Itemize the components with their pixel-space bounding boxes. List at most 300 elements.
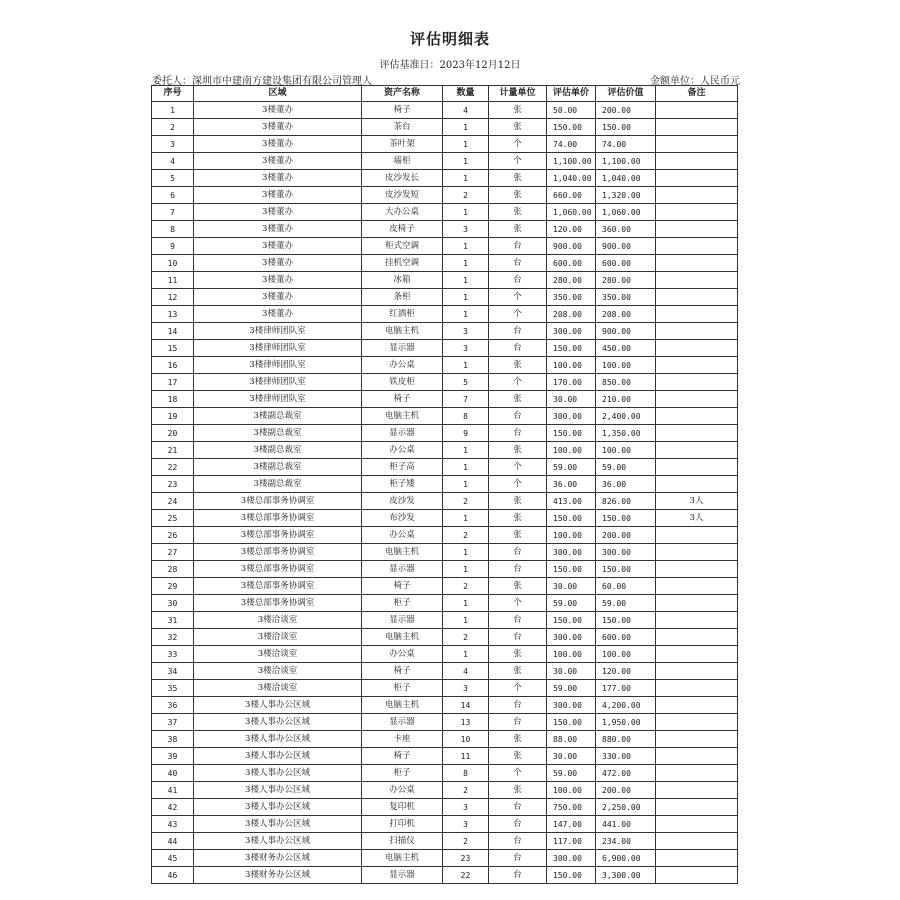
cell-note [656,340,738,357]
cell-note [656,867,738,884]
cell-asset-name: 条柜 [362,289,443,306]
cell-value: 441.00 [596,816,656,833]
cell-unit-price: 150.00 [547,425,596,442]
cell-asset-name: 显示器 [362,867,443,884]
table-row [152,561,738,578]
cell-asset-name: 办公桌 [362,357,443,374]
cell-unit-price: 147.00 [547,816,596,833]
table-row [152,544,738,561]
cell-note [656,646,738,663]
cell-unit-price: 59.00 [547,595,596,612]
cell-quantity: 1 [443,255,489,272]
cell-unit: 台 [489,255,547,272]
cell-quantity: 1 [443,646,489,663]
cell-unit-price: 150.00 [547,340,596,357]
cell-area: 3楼董办 [194,187,362,204]
cell-unit-price: 300.00 [547,697,596,714]
table-body [152,102,738,884]
cell-no: 31 [152,612,194,629]
cell-no: 32 [152,629,194,646]
table-row [152,833,738,850]
cell-area: 3楼人事办公区域 [194,714,362,731]
cell-no: 10 [152,255,194,272]
cell-unit-price: 100.00 [547,357,596,374]
cell-unit: 个 [489,374,547,391]
cell-value: 2,250.00 [596,799,656,816]
cell-area: 3楼董办 [194,170,362,187]
header-asset-name: 资产名称 [362,86,443,102]
cell-value: 330.00 [596,748,656,765]
cell-unit: 台 [489,714,547,731]
table-row [152,527,738,544]
cell-unit-price: 300.00 [547,850,596,867]
cell-quantity: 7 [443,391,489,408]
cell-unit: 台 [489,323,547,340]
cell-quantity: 4 [443,102,489,119]
cell-area: 3楼总部事务协调室 [194,561,362,578]
cell-note [656,612,738,629]
cell-no: 29 [152,578,194,595]
cell-asset-name: 柜式空调 [362,238,443,255]
cell-note [656,765,738,782]
cell-note [656,119,738,136]
cell-quantity: 2 [443,578,489,595]
cell-value: 100.00 [596,357,656,374]
cell-unit: 张 [489,782,547,799]
header-area: 区域 [194,86,362,102]
table-row [152,238,738,255]
cell-unit-price: 1,040.00 [547,170,596,187]
cell-area: 3楼律师团队室 [194,374,362,391]
table-row [152,799,738,816]
cell-quantity: 1 [443,595,489,612]
cell-value: 3,300.00 [596,867,656,884]
cell-value: 1,950.00 [596,714,656,731]
cell-unit-price: 100.00 [547,442,596,459]
table-row [152,731,738,748]
cell-unit: 张 [489,221,547,238]
cell-unit-price: 300.00 [547,629,596,646]
cell-area: 3楼副总裁室 [194,408,362,425]
cell-unit: 台 [489,272,547,289]
cell-area: 3楼人事办公区域 [194,731,362,748]
cell-note [656,170,738,187]
cell-area: 3楼董办 [194,255,362,272]
cell-quantity: 1 [443,510,489,527]
cell-no: 26 [152,527,194,544]
cell-no: 42 [152,799,194,816]
cell-asset-name: 大办公桌 [362,204,443,221]
cell-quantity: 1 [443,119,489,136]
table-row [152,612,738,629]
cell-value: 350.00 [596,289,656,306]
cell-unit: 台 [489,816,547,833]
cell-asset-name: 茶台 [362,119,443,136]
cell-quantity: 3 [443,340,489,357]
cell-area: 3楼律师团队室 [194,340,362,357]
cell-quantity: 2 [443,833,489,850]
cell-unit-price: 100.00 [547,646,596,663]
cell-area: 3楼洽谈室 [194,629,362,646]
cell-unit-price: 50.00 [547,102,596,119]
cell-unit-price: 150.00 [547,510,596,527]
cell-area: 3楼财务办公区域 [194,850,362,867]
cell-no: 25 [152,510,194,527]
cell-quantity: 3 [443,323,489,340]
cell-area: 3楼副总裁室 [194,425,362,442]
cell-no: 24 [152,493,194,510]
cell-unit: 台 [489,850,547,867]
cell-unit: 个 [489,153,547,170]
cell-area: 3楼人事办公区域 [194,833,362,850]
cell-area: 3楼人事办公区域 [194,765,362,782]
cell-no: 9 [152,238,194,255]
cell-unit: 台 [489,629,547,646]
cell-value: 2,400.00 [596,408,656,425]
cell-area: 3楼律师团队室 [194,357,362,374]
cell-unit-price: 88.00 [547,731,596,748]
table-row [152,867,738,884]
cell-asset-name: 皮沙发长 [362,170,443,187]
cell-quantity: 3 [443,680,489,697]
cell-note [656,697,738,714]
cell-asset-name: 打印机 [362,816,443,833]
cell-unit-price: 413.00 [547,493,596,510]
cell-unit: 张 [489,187,547,204]
table-row [152,459,738,476]
table-row [152,255,738,272]
header-value: 评估价值 [596,86,656,102]
cell-unit: 个 [489,765,547,782]
cell-quantity: 1 [443,459,489,476]
cell-quantity: 3 [443,221,489,238]
cell-unit-price: 208.00 [547,306,596,323]
table-row [152,221,738,238]
cell-note [656,527,738,544]
cell-unit-price: 74.00 [547,136,596,153]
table-row [152,170,738,187]
cell-value: 150.00 [596,561,656,578]
cell-area: 3楼人事办公区域 [194,782,362,799]
cell-unit: 张 [489,391,547,408]
cell-unit-price: 150.00 [547,561,596,578]
cell-quantity: 1 [443,170,489,187]
cell-unit: 张 [489,102,547,119]
cell-quantity: 1 [443,476,489,493]
cell-asset-name: 电脑主机 [362,629,443,646]
cell-value: 1,040.00 [596,170,656,187]
cell-quantity: 2 [443,527,489,544]
cell-unit-price: 600.00 [547,255,596,272]
cell-note [656,221,738,238]
cell-unit: 个 [489,306,547,323]
header-quantity: 数量 [443,86,489,102]
cell-no: 23 [152,476,194,493]
cell-unit: 张 [489,493,547,510]
table-row [152,391,738,408]
cell-no: 37 [152,714,194,731]
cell-no: 22 [152,459,194,476]
cell-unit-price: 750.00 [547,799,596,816]
cell-asset-name: 电脑主机 [362,850,443,867]
cell-note [656,714,738,731]
cell-asset-name: 电脑主机 [362,323,443,340]
cell-no: 27 [152,544,194,561]
cell-quantity: 1 [443,153,489,170]
cell-asset-name: 柜子 [362,595,443,612]
cell-unit-price: 300.00 [547,544,596,561]
table-row [152,782,738,799]
cell-value: 59.00 [596,459,656,476]
cell-no: 34 [152,663,194,680]
cell-asset-name: 办公桌 [362,782,443,799]
cell-note [656,578,738,595]
cell-unit-price: 1,060.00 [547,204,596,221]
cell-asset-name: 办公桌 [362,527,443,544]
cell-unit: 个 [489,289,547,306]
cell-unit-price: 350.00 [547,289,596,306]
cell-area: 3楼董办 [194,102,362,119]
table-row [152,493,738,510]
cell-value: 36.00 [596,476,656,493]
cell-area: 3楼洽谈室 [194,663,362,680]
cell-area: 3楼总部事务协调室 [194,595,362,612]
table-row [152,816,738,833]
cell-note [656,663,738,680]
cell-asset-name: 椅子 [362,663,443,680]
cell-asset-name: 电脑主机 [362,544,443,561]
cell-no: 40 [152,765,194,782]
cell-unit: 台 [489,561,547,578]
cell-area: 3楼总部事务协调室 [194,578,362,595]
table-row [152,187,738,204]
cell-area: 3楼人事办公区域 [194,748,362,765]
cell-note [656,816,738,833]
cell-note [656,153,738,170]
cell-quantity: 23 [443,850,489,867]
cell-asset-name: 卡座 [362,731,443,748]
cell-unit-price: 59.00 [547,765,596,782]
cell-area: 3楼律师团队室 [194,323,362,340]
cell-note [656,833,738,850]
table-row [152,748,738,765]
cell-unit-price: 100.00 [547,527,596,544]
table-row [152,136,738,153]
cell-no: 14 [152,323,194,340]
cell-no: 6 [152,187,194,204]
cell-area: 3楼洽谈室 [194,646,362,663]
table-row [152,680,738,697]
cell-no: 46 [152,867,194,884]
cell-quantity: 14 [443,697,489,714]
cell-asset-name: 办公桌 [362,646,443,663]
cell-value: 177.00 [596,680,656,697]
cell-quantity: 1 [443,204,489,221]
cell-area: 3楼洽谈室 [194,680,362,697]
cell-unit-price: 170.00 [547,374,596,391]
cell-asset-name: 复印机 [362,799,443,816]
cell-area: 3楼总部事务协调室 [194,544,362,561]
cell-area: 3楼副总裁室 [194,459,362,476]
table-row [152,340,738,357]
cell-note [656,136,738,153]
cell-value: 300.00 [596,544,656,561]
cell-no: 3 [152,136,194,153]
cell-no: 19 [152,408,194,425]
cell-no: 20 [152,425,194,442]
cell-no: 8 [152,221,194,238]
cell-unit-price: 117.00 [547,833,596,850]
cell-value: 360.00 [596,221,656,238]
cell-quantity: 3 [443,816,489,833]
cell-area: 3楼董办 [194,272,362,289]
cell-value: 150.00 [596,510,656,527]
cell-value: 200.00 [596,782,656,799]
cell-note [656,782,738,799]
cell-area: 3楼总部事务协调室 [194,510,362,527]
cell-asset-name: 布沙发 [362,510,443,527]
table-row [152,408,738,425]
cell-unit-price: 150.00 [547,119,596,136]
table-row [152,323,738,340]
cell-unit-price: 30.00 [547,663,596,680]
cell-asset-name: 皮沙发短 [362,187,443,204]
cell-unit-price: 900.00 [547,238,596,255]
cell-asset-name: 扫描仪 [362,833,443,850]
cell-unit: 张 [489,119,547,136]
cell-asset-name: 冰箱 [362,272,443,289]
table-row [152,442,738,459]
cell-asset-name: 办公桌 [362,442,443,459]
cell-quantity: 1 [443,289,489,306]
table-row [152,357,738,374]
table-row [152,153,738,170]
cell-no: 39 [152,748,194,765]
cell-no: 41 [152,782,194,799]
cell-area: 3楼董办 [194,204,362,221]
cell-unit-price: 100.00 [547,782,596,799]
cell-quantity: 1 [443,561,489,578]
cell-quantity: 2 [443,187,489,204]
cell-no: 7 [152,204,194,221]
cell-unit-price: 59.00 [547,680,596,697]
cell-unit: 台 [489,833,547,850]
cell-quantity: 1 [443,357,489,374]
cell-no: 2 [152,119,194,136]
cell-area: 3楼财务办公区域 [194,867,362,884]
header-unit: 计量单位 [489,86,547,102]
cell-value: 100.00 [596,646,656,663]
cell-area: 3楼副总裁室 [194,476,362,493]
cell-unit: 台 [489,408,547,425]
cell-note [656,629,738,646]
header-no: 序号 [152,86,194,102]
cell-no: 38 [152,731,194,748]
table-row [152,765,738,782]
cell-unit: 个 [489,595,547,612]
cell-area: 3楼总部事务协调室 [194,493,362,510]
cell-asset-name: 显示器 [362,612,443,629]
cell-note [656,102,738,119]
cell-value: 200.00 [596,102,656,119]
cell-area: 3楼董办 [194,221,362,238]
cell-unit: 个 [489,680,547,697]
cell-unit-price: 1,100.00 [547,153,596,170]
cell-quantity: 2 [443,629,489,646]
cell-no: 28 [152,561,194,578]
cell-no: 17 [152,374,194,391]
cell-unit: 个 [489,459,547,476]
cell-value: 280.00 [596,272,656,289]
cell-note [656,289,738,306]
cell-value: 210.00 [596,391,656,408]
cell-asset-name: 电脑主机 [362,408,443,425]
table-row [152,646,738,663]
cell-unit-price: 280.00 [547,272,596,289]
table-row [152,306,738,323]
cell-note [656,561,738,578]
table-row [152,102,738,119]
table-row [152,204,738,221]
cell-value: 600.00 [596,255,656,272]
cell-unit-price: 30.00 [547,391,596,408]
cell-quantity: 4 [443,663,489,680]
cell-value: 450.00 [596,340,656,357]
cell-unit-price: 120.00 [547,221,596,238]
cell-asset-name: 红酒柜 [362,306,443,323]
cell-unit: 张 [489,646,547,663]
cell-asset-name: 显示器 [362,714,443,731]
cell-unit-price: 300.00 [547,323,596,340]
cell-value: 900.00 [596,323,656,340]
cell-note [656,204,738,221]
cell-value: 1,320.00 [596,187,656,204]
cell-quantity: 1 [443,306,489,323]
cell-note [656,408,738,425]
cell-unit: 张 [489,578,547,595]
cell-no: 45 [152,850,194,867]
cell-note: 3人 [656,510,738,527]
cell-no: 33 [152,646,194,663]
cell-unit-price: 30.00 [547,578,596,595]
cell-note [656,255,738,272]
cell-no: 35 [152,680,194,697]
cell-note [656,748,738,765]
cell-note [656,272,738,289]
cell-value: 120.00 [596,663,656,680]
cell-value: 200.00 [596,527,656,544]
table-row [152,850,738,867]
table-row [152,476,738,493]
asset-detail-table [151,85,738,884]
cell-asset-name: 墙柜 [362,153,443,170]
cell-unit: 张 [489,204,547,221]
cell-area: 3楼律师团队室 [194,391,362,408]
cell-no: 44 [152,833,194,850]
cell-quantity: 1 [443,272,489,289]
cell-asset-name: 椅子 [362,391,443,408]
cell-area: 3楼人事办公区域 [194,799,362,816]
cell-asset-name: 显示器 [362,425,443,442]
cell-quantity: 9 [443,425,489,442]
cell-note [656,850,738,867]
cell-unit: 张 [489,527,547,544]
cell-quantity: 1 [443,442,489,459]
cell-quantity: 1 [443,612,489,629]
cell-quantity: 3 [443,799,489,816]
cell-quantity: 2 [443,782,489,799]
cell-unit: 张 [489,442,547,459]
